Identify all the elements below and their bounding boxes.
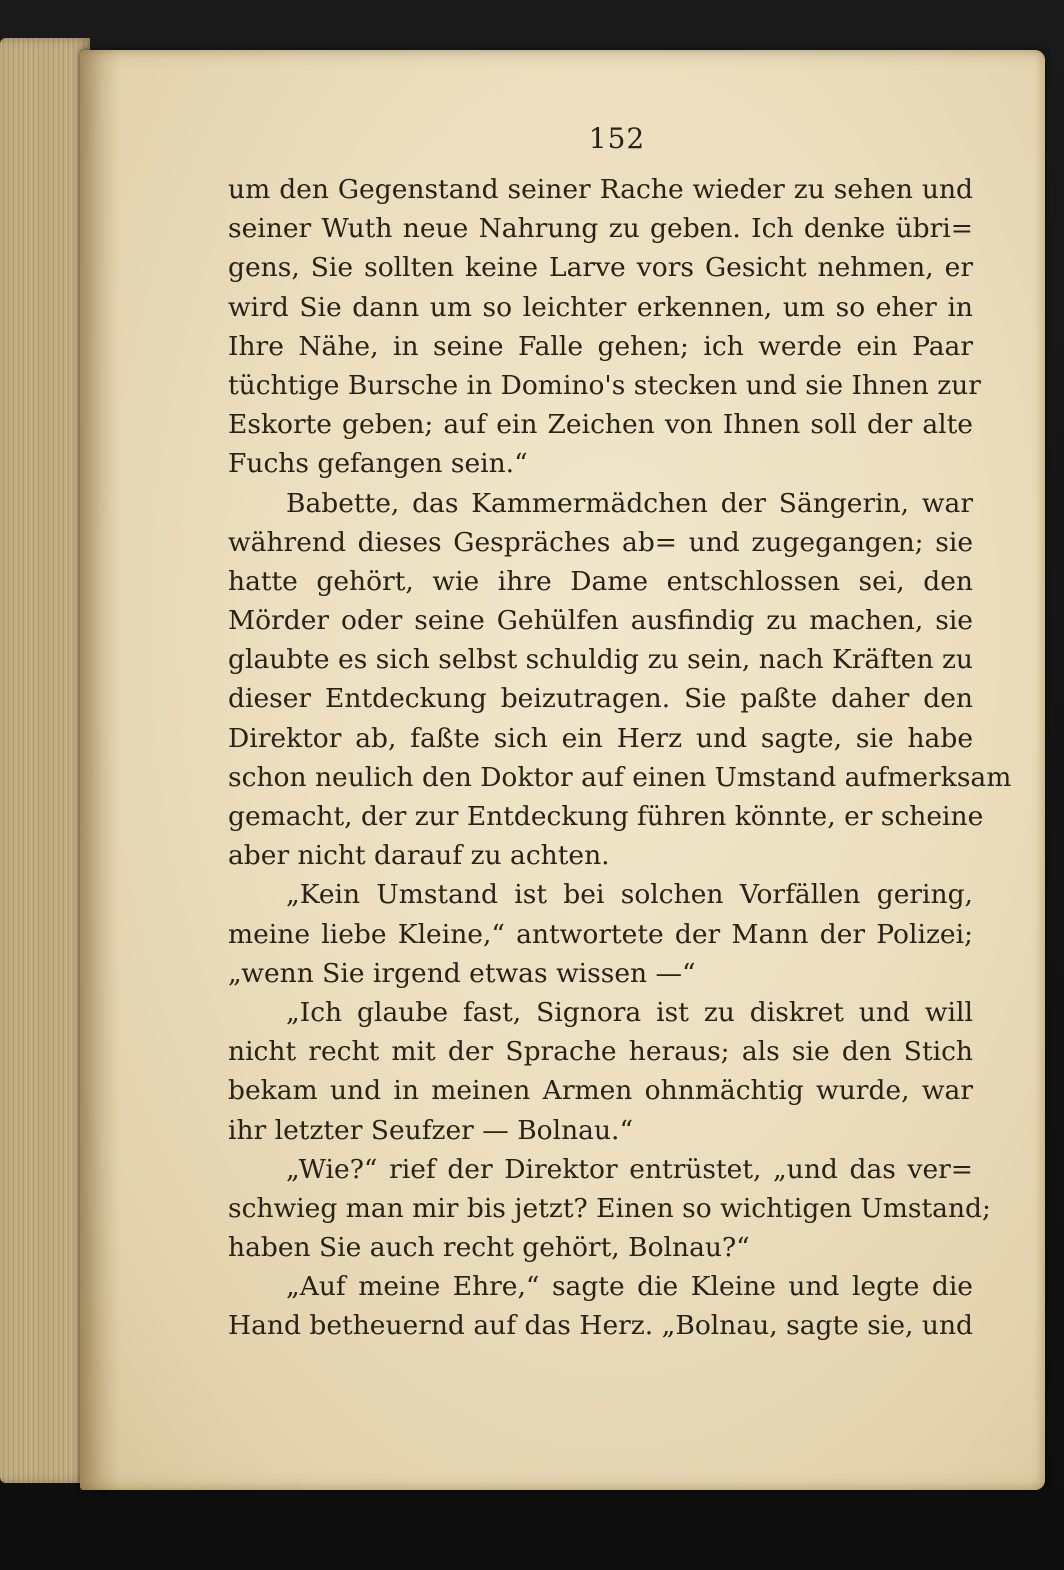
text-line: „wenn Sie irgend etwas wissen —“: [228, 957, 696, 989]
body-text: [228, 170, 1012, 1346]
text-line: „Ich glaube fast, Signora ist zu diskret und will: [286, 996, 973, 1028]
text-line: Eskorte geben; auf ein Zeichen von Ihnen soll der alte: [228, 409, 973, 441]
text-line: Fuchs gefangen sein.“: [228, 448, 528, 480]
text-line: aber nicht darauf zu achten.: [228, 840, 610, 872]
page-number: 152: [588, 122, 646, 155]
page-edges: [0, 38, 90, 1483]
text-line: hatte gehört, wie ihre Dame entschlossen sei, den: [228, 565, 973, 597]
text-line: gens, Sie sollten keine Larve vors Gesicht nehmen, er: [228, 252, 973, 284]
text-line: schwieg man mir bis jetzt? Einen so wichtigen Umstand;: [228, 1192, 991, 1224]
text-line: ihr letzter Seufzer — Bolnau.“: [228, 1114, 634, 1146]
text-line: wird Sie dann um so leichter erkennen, um so eher in: [228, 291, 973, 323]
text-line: seiner Wuth neue Nahrung zu geben. Ich denke übri=: [228, 213, 973, 245]
text-line: „Kein Umstand ist bei solchen Vorfällen gering,: [286, 879, 973, 911]
text-line: „Auf meine Ehre,“ sagte die Kleine und legte die: [286, 1271, 973, 1303]
text-line: Mörder oder seine Gehülfen ausfindig zu machen, sie: [228, 605, 973, 637]
text-line: „Wie?“ rief der Direktor entrüstet, „und das ver=: [286, 1153, 973, 1185]
text-line: meine liebe Kleine,“ antwortete der Mann der Polizei;: [228, 918, 973, 950]
text-line: schon neulich den Doktor auf einen Umstand aufmerksam: [228, 761, 1012, 793]
text-line: glaubte es sich selbst schuldig zu sein, nach Kräften zu: [228, 644, 973, 676]
text-line: Direktor ab, faßte sich ein Herz und sagte, sie habe: [228, 722, 973, 754]
text-line: Ihre Nähe, in seine Falle gehen; ich werde ein Paar: [228, 330, 973, 362]
text-line: tüchtige Bursche in Domino's stecken und sie Ihnen zur: [228, 369, 981, 401]
text-line: bekam und in meinen Armen ohnmächtig wurde, war: [228, 1075, 973, 1107]
text-line: nicht recht mit der Sprache heraus; als sie den Stich: [228, 1036, 973, 1068]
text-line: gemacht, der zur Entdeckung führen könnte, er scheine: [228, 801, 984, 832]
text-line: während dieses Gespräches ab= und zugegangen; sie: [228, 526, 973, 558]
text-line: um den Gegenstand seiner Rache wieder zu sehen und: [228, 174, 973, 205]
text-line: haben Sie auch recht gehört, Bolnau?“: [228, 1232, 750, 1264]
text-line: Hand betheuernd auf das Herz. „Bolnau, sagte sie, und: [228, 1310, 973, 1342]
text-line: dieser Entdeckung beizutragen. Sie paßte daher den: [228, 683, 973, 715]
text-line: Babette, das Kammermädchen der Sängerin, war: [286, 487, 973, 519]
